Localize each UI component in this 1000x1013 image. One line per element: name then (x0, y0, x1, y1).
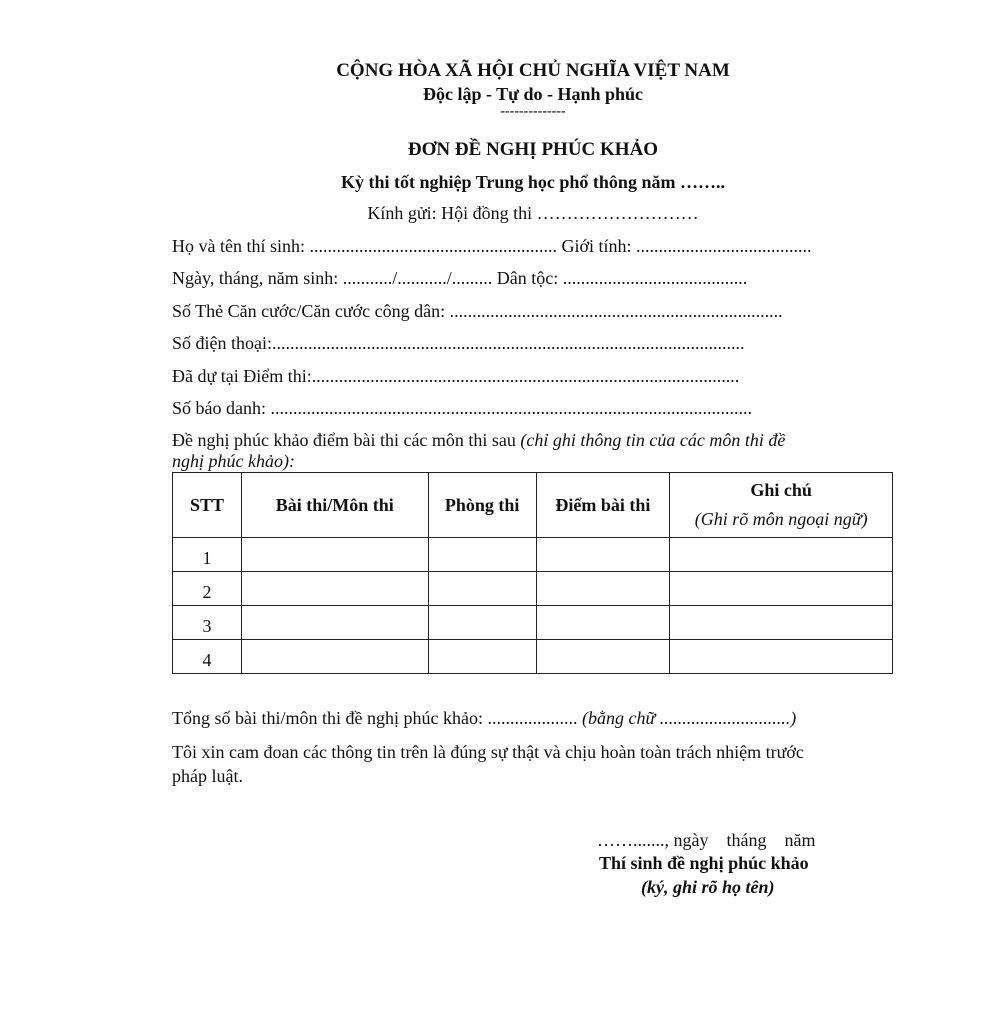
total-in-words: (bằng chữ .............................) (581, 708, 797, 728)
commitment-line-2: pháp luật. (172, 766, 243, 786)
score-cell[interactable] (536, 538, 670, 572)
room-cell[interactable] (428, 640, 536, 674)
national-motto: Độc lập - Tự do - Hạnh phúc (422, 84, 644, 104)
note-cell[interactable] (670, 606, 893, 640)
date-of-birth-field: Ngày, tháng, năm sinh: .........../.........../......... Dân tộc: ......................................... (172, 268, 748, 288)
signature-date: ……......., ngày tháng năm (597, 830, 816, 850)
room-cell[interactable] (428, 572, 536, 606)
request-note-continued: nghị phúc khảo): (172, 451, 295, 471)
total-line (172, 708, 796, 729)
request-note: (chỉ ghi thông tin của các môn thi đề (520, 430, 786, 450)
row-number: 3 (173, 606, 242, 640)
form-subtitle: Kỳ thi tốt nghiệp Trung học phổ thông năm …….. (341, 172, 725, 192)
table-row (173, 538, 893, 572)
table-row (173, 572, 893, 606)
note-cell[interactable] (670, 572, 893, 606)
signature-role: Thí sinh đề nghị phúc khảo (599, 853, 809, 873)
subject-cell[interactable] (241, 606, 428, 640)
signature-instruction: (ký, ghi rõ họ tên) (641, 877, 775, 897)
note-cell[interactable] (670, 538, 893, 572)
request-text: Đề nghị phúc khảo điểm bài thi các môn thi sau (172, 430, 521, 450)
note-cell[interactable] (670, 640, 893, 674)
room-cell[interactable] (428, 538, 536, 572)
header-subject: Bài thi/Môn thi (241, 473, 428, 538)
room-cell[interactable] (428, 606, 536, 640)
header-score: Điểm bài thi (536, 473, 670, 538)
form-title: ĐƠN ĐỀ NGHỊ PHÚC KHẢO (407, 139, 659, 160)
country-name: CỘNG HÒA XÃ HỘI CHỦ NGHĨA VIỆT NAM (336, 60, 730, 81)
subject-cell[interactable] (241, 572, 428, 606)
phone-field: Số điện thoại:......................................................................................................... (172, 333, 745, 353)
header-stt: STT (173, 473, 242, 538)
table-header-row (173, 473, 893, 538)
score-cell[interactable] (536, 640, 670, 674)
header-note (670, 473, 893, 538)
candidate-number-field: Số báo danh: ........................................................................................................... (172, 398, 752, 418)
commitment-line-1: Tôi xin cam đoan các thông tin trên là đúng sự thật và chịu hoàn toàn trách nhiệm trước (172, 742, 804, 762)
table-row (173, 606, 893, 640)
score-cell[interactable] (536, 572, 670, 606)
total-text: Tổng số bài thi/môn thi đề nghị phúc khảo: .................... (172, 708, 582, 728)
subject-cell[interactable] (241, 640, 428, 674)
header-room: Phòng thi (428, 473, 536, 538)
exam-site-field: Đã dự tại Điểm thi:............................................................................................... (172, 366, 740, 386)
header-note-title: Ghi chú (750, 480, 812, 500)
subject-cell[interactable] (241, 538, 428, 572)
row-number: 2 (173, 572, 242, 606)
table-row (173, 640, 893, 674)
request-line (172, 430, 785, 451)
recipient-line: Kính gửi: Hội đồng thi ……………………… (367, 203, 699, 223)
row-number: 4 (173, 640, 242, 674)
id-card-field: Số Thẻ Căn cước/Căn cước công dân: .......................................................................... (172, 301, 783, 321)
score-cell[interactable] (536, 606, 670, 640)
candidate-name-field: Họ và tên thí sinh: ....................................................... Giới tính: ....................................... (172, 236, 812, 256)
row-number: 1 (173, 538, 242, 572)
header-note-subtitle: (Ghi rõ môn ngoại ngữ) (694, 509, 868, 529)
header-divider: -------------- (500, 104, 566, 119)
review-subjects-table (172, 472, 893, 674)
